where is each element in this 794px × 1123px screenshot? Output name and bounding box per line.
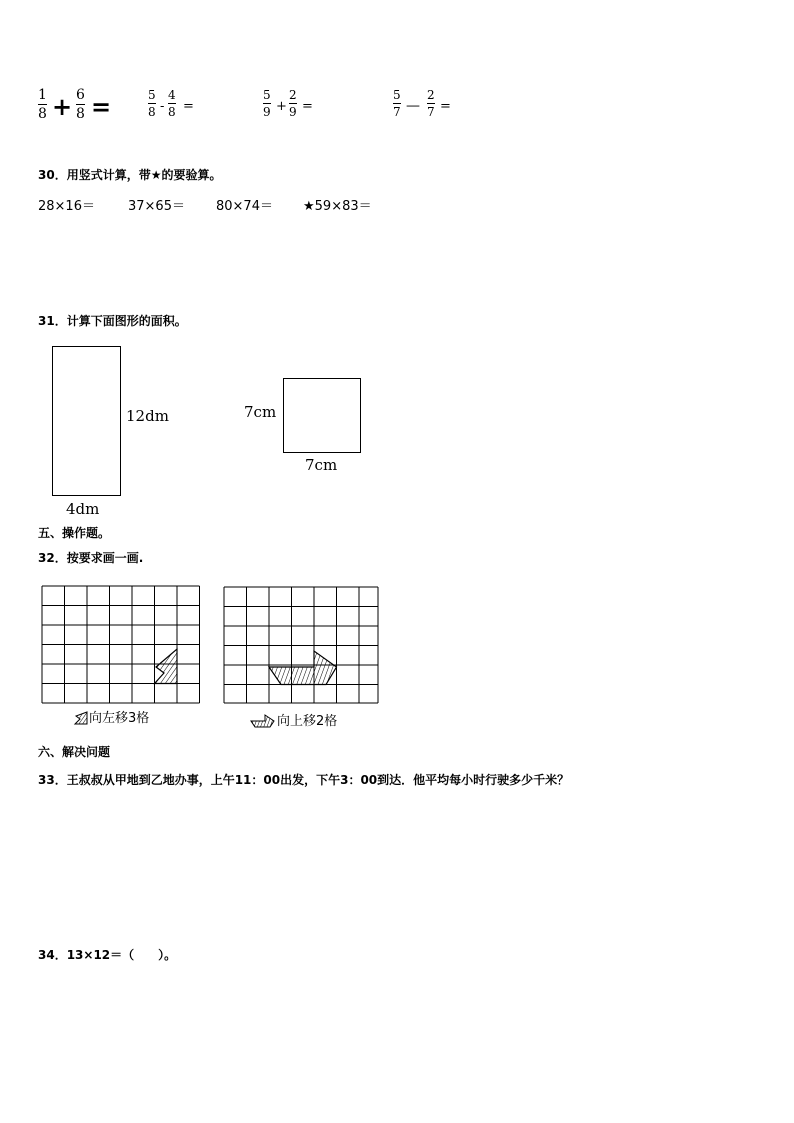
square-bottom-label: 7cm	[305, 456, 338, 474]
fraction-bar	[289, 103, 297, 104]
section-5-title: 五、操作题。	[38, 526, 111, 540]
denominator: 8	[38, 106, 47, 122]
shaded-shape-right	[269, 651, 337, 685]
grid-left-caption	[73, 711, 149, 725]
grid-right-caption	[249, 714, 337, 728]
plus-operator: +	[52, 92, 73, 121]
minus-operator: —	[406, 98, 420, 114]
numerator: 1	[38, 87, 47, 103]
fraction-3-a	[263, 89, 271, 118]
denominator: 7	[427, 105, 435, 119]
question-34-title: 34．13×12＝（ ）。	[38, 948, 177, 962]
grid-right	[222, 585, 382, 707]
fraction-bar	[263, 103, 271, 104]
numerator: 6	[76, 87, 85, 103]
denominator: 8	[148, 105, 156, 119]
rectangle-width-label: 4dm	[66, 500, 100, 518]
denominator: 9	[289, 105, 297, 119]
grid-right-caption-text: 向上移2格	[277, 713, 338, 729]
calc-item-2: 37×65＝	[128, 199, 185, 214]
equals-sign: =	[440, 99, 451, 114]
numerator: 2	[289, 88, 297, 102]
equals-sign: =	[91, 92, 112, 121]
fraction-1-b	[76, 88, 85, 121]
plus-operator: +	[276, 99, 287, 114]
numerator: 4	[168, 88, 176, 102]
denominator: 9	[263, 105, 271, 119]
fraction-4-a	[393, 89, 401, 118]
grid-lines	[42, 586, 200, 703]
grid-left-caption-text: 向左移3格	[89, 710, 150, 726]
small-shape-icon	[73, 711, 89, 725]
fraction-3-b	[289, 89, 297, 118]
numerator: 2	[427, 88, 435, 102]
denominator: 8	[168, 105, 176, 119]
rectangle-shape	[52, 346, 121, 496]
fraction-1-a	[38, 88, 47, 121]
fraction-bar	[168, 103, 176, 104]
question-33-title: 33．王叔叔从甲地到乙地办事，上午11：00出发，下午3：00到达．他平均每小时行驶多少千米？	[38, 773, 570, 787]
grid-left	[40, 583, 202, 705]
calc-item-3: 80×74＝	[216, 199, 273, 214]
equals-sign: =	[183, 99, 194, 114]
calc-item-1: 28×16＝	[38, 199, 95, 214]
fraction-4-b	[427, 89, 435, 118]
fraction-bar	[393, 103, 401, 104]
numerator: 5	[393, 88, 401, 102]
shaded-shape-left	[155, 649, 178, 684]
section-6-title: 六、解决问题	[38, 745, 111, 759]
square-side-label: 7cm	[244, 403, 277, 421]
minus-operator: -	[160, 99, 165, 114]
grid-lines	[224, 587, 378, 703]
fraction-2-b	[168, 89, 176, 118]
numerator: 5	[148, 88, 156, 102]
question-31-title: 31．计算下面图形的面积。	[38, 314, 187, 328]
fraction-bar	[76, 104, 85, 105]
question-32-title: 32．按要求画一画.	[38, 551, 144, 565]
fraction-bar	[427, 103, 435, 104]
fraction-bar	[148, 103, 156, 104]
calc-item-4: ★59×83＝	[303, 199, 372, 214]
fraction-bar	[38, 104, 47, 105]
numerator: 5	[263, 88, 271, 102]
square-shape	[283, 378, 361, 453]
small-shape-icon	[249, 714, 277, 728]
question-30-title: 30．用竖式计算，带★的要验算。	[38, 168, 222, 182]
fraction-2-a	[148, 89, 156, 118]
denominator: 7	[393, 105, 401, 119]
equals-sign: =	[302, 99, 313, 114]
rectangle-height-label: 12dm	[126, 407, 169, 425]
denominator: 8	[76, 106, 85, 122]
